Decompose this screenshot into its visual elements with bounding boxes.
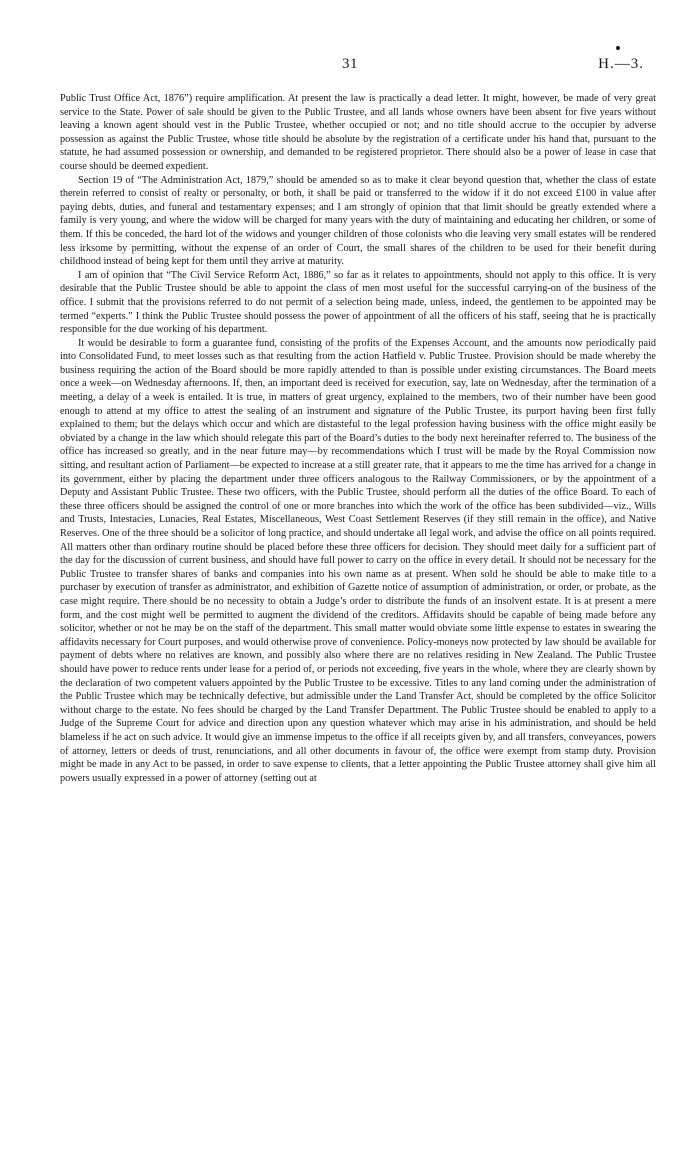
paragraph-guarantee-fund: It would be desirable to form a guarantee fund, consisting of the profits of the Expenses Account, and the amounts now periodically paid into Consolidated Fund, to meet losses such as that resulting from the action Hatfield v. Public Trustee. Provision should be made whereby the business requiring the action of the Board should be more rapidly attended to than is possible under existing circumstances. The Board meets once a week—on Wednesday afternoons. If, then, an important deed is received for execution, say, late on Wednesday, after the termination of a meeting, a delay of a week is entailed. It is true, in matters of great urgency, explained to the members, two of their number have been good enough to attend at my office to attest the sealing of an instrument and signature of the Public Trustee, its purport having been first fully explained to them; but the delays which occur and which are distasteful to the legal profession having business with the office might easily be obviated by a change in the law which should relegate this part of the Board’s duties to the body next hereinafter referred to. The business of the office has increased so greatly, and in the near future may—by recommendations which I trust will be made by the Royal Commission now sitting, and resultant action of Parliament—be expected to increase at a still greater rate, that it appears to me the time has arrived for a change in its government, either by placing the department under three officers analogous to the Railway Commissioners, or by the appointment of a Deputy and Assistant Public Trustee. These two officers, with the Public Trustee, should perform all the duties of the office Board. To each of these three officers should be assigned the control of one or more branches into which the work of the office has been subdivided—viz., Wills and Trusts, Intestacies, Lunacies, Real Estates, Miscellaneous, West Coast Settlement Reserves (if they still remain in the office), and Native Reserves. One of the three should be a solicitor of long practice, and should undertake all legal work, and advise the office on all points required. All matters other than ordinary routine should be placed before these three officers for decision. They should meet daily for a sufficient part of the day for the discussion of current business, and should have full power to carry on the office in every detail. It should not be necessary for the Public Trustee to transfer shares of banks and companies into his own name as at present. When sold he should be able to make title to a purchaser by execution of transfer as administrator, and exhibition of Gazette notice of assumption of administration, or order, or probate, as the case might require. There should be no necessity to obtain a Judge’s order to distribute the funds of an insolvent estate. It is at present a mere form, and the cost might well be permitted to augment the dividend of the creditors. Affidavits should be capable of being made before any solicitor, whether or not he may be on the staff of the department. This small matter would obviate some little expense to estates in swearing the affidavits necessary for Court purposes, and would otherwise prove of convenience. Policy-moneys now protected by law should be available for payment of debts where no relatives are known, and possibly also where there are no relatives residing in New Zealand. The Public Trustee should have power to reduce rents under lease for a period of, or periods not exceeding, five years in the whole, where they are clearly shown by the declaration of two competent valuers appointed by the Public Trustee to be excessive. Titles to any land coming under the administration of the Public Trustee which may be technically defective, but admissible under the Land Transfer Act, should be completed by the office Solicitor without charge to the estate. No fees should be charged by the Land Transfer Department. The Public Trustee should be enabled to apply to a Judge of the Supreme Court for advice and direction upon any question whatever which may arise in his administration, and should be held blameless if he act on such advice. It would give an immense impetus to the office if all receipts given by, and all transfers, conveyances, powers of attorney, letters or deeds of trust, renunciations, and all other documents in favour of, the office were exempt from stamp duty. Provision might be made in any Act to be passed, in order to save expense to clients, that a letter appointing the Public Trustee attorney shall give him all powers usually expressed in a power of attorney (setting out at: [60, 337, 656, 784]
document-reference: H.—3.: [598, 56, 644, 72]
paragraph-civil-service: I am of opinion that “The Civil Service Reform Act, 1886,” so far as it relates to appointments, should not apply to this office. It is very desirable that the Public Trustee should be able to appoint the class of men most useful for the successful carrying-on of the business of the office. I submit that the provisions referred to do not permit of a selection being made, unless, indeed, the gentlemen to be appointed may be termed “experts.” I think the Public Trustee should possess the power of appointment of all the officers of his staff, seeing that he is practically responsible for the due working of his department.: [60, 269, 656, 336]
paragraph-administration-act: Section 19 of “The Administration Act, 1879,” should be amended so as to make it clear beyond question that, whether the class of estate therein referred to consist of realty or personalty, or both, it shall be paid or transferred to the widow if it do not exceed £100 in value after paying debts, duties, and funeral and testamentary expenses; and I am strongly of opinion that that limit should be greatly extended where a family is very young, and where the widow will be charged for many years with the duty of maintaining and educating her children, or some of them. If this be conceded, the hard lot of the widows and younger children of those colonists who die leaving very small estates will be rendered less irksome by permitting, without the expense of an order of Court, the small shares of the children to be used for their benefit during childhood instead of being kept for them until they arrive at maturity.: [60, 174, 656, 268]
ink-mark: [616, 46, 620, 50]
paragraph-continuation: Public Trust Office Act, 1876”) require amplification. At present the law is practically a dead letter. It might, however, be made of very great service to the State. Power of sale should be given to the Public Trustee, and all lands whose owners have been absent for five years without leaving a known agent should vest in the Public Trustee, whether occupied or not; and no title should accrue to the occupier by adverse possession as against the Public Trustee, whose title should be absolute by the registration of a certificate under his hand that, pursuant to the statute, he had assumed possession or ownership, and demanded to be registered proprietor. There should also be a power of lease in case that course should be deemed expedient.: [60, 93, 656, 172]
page-number: 31: [342, 56, 358, 72]
body-text: [60, 92, 656, 785]
